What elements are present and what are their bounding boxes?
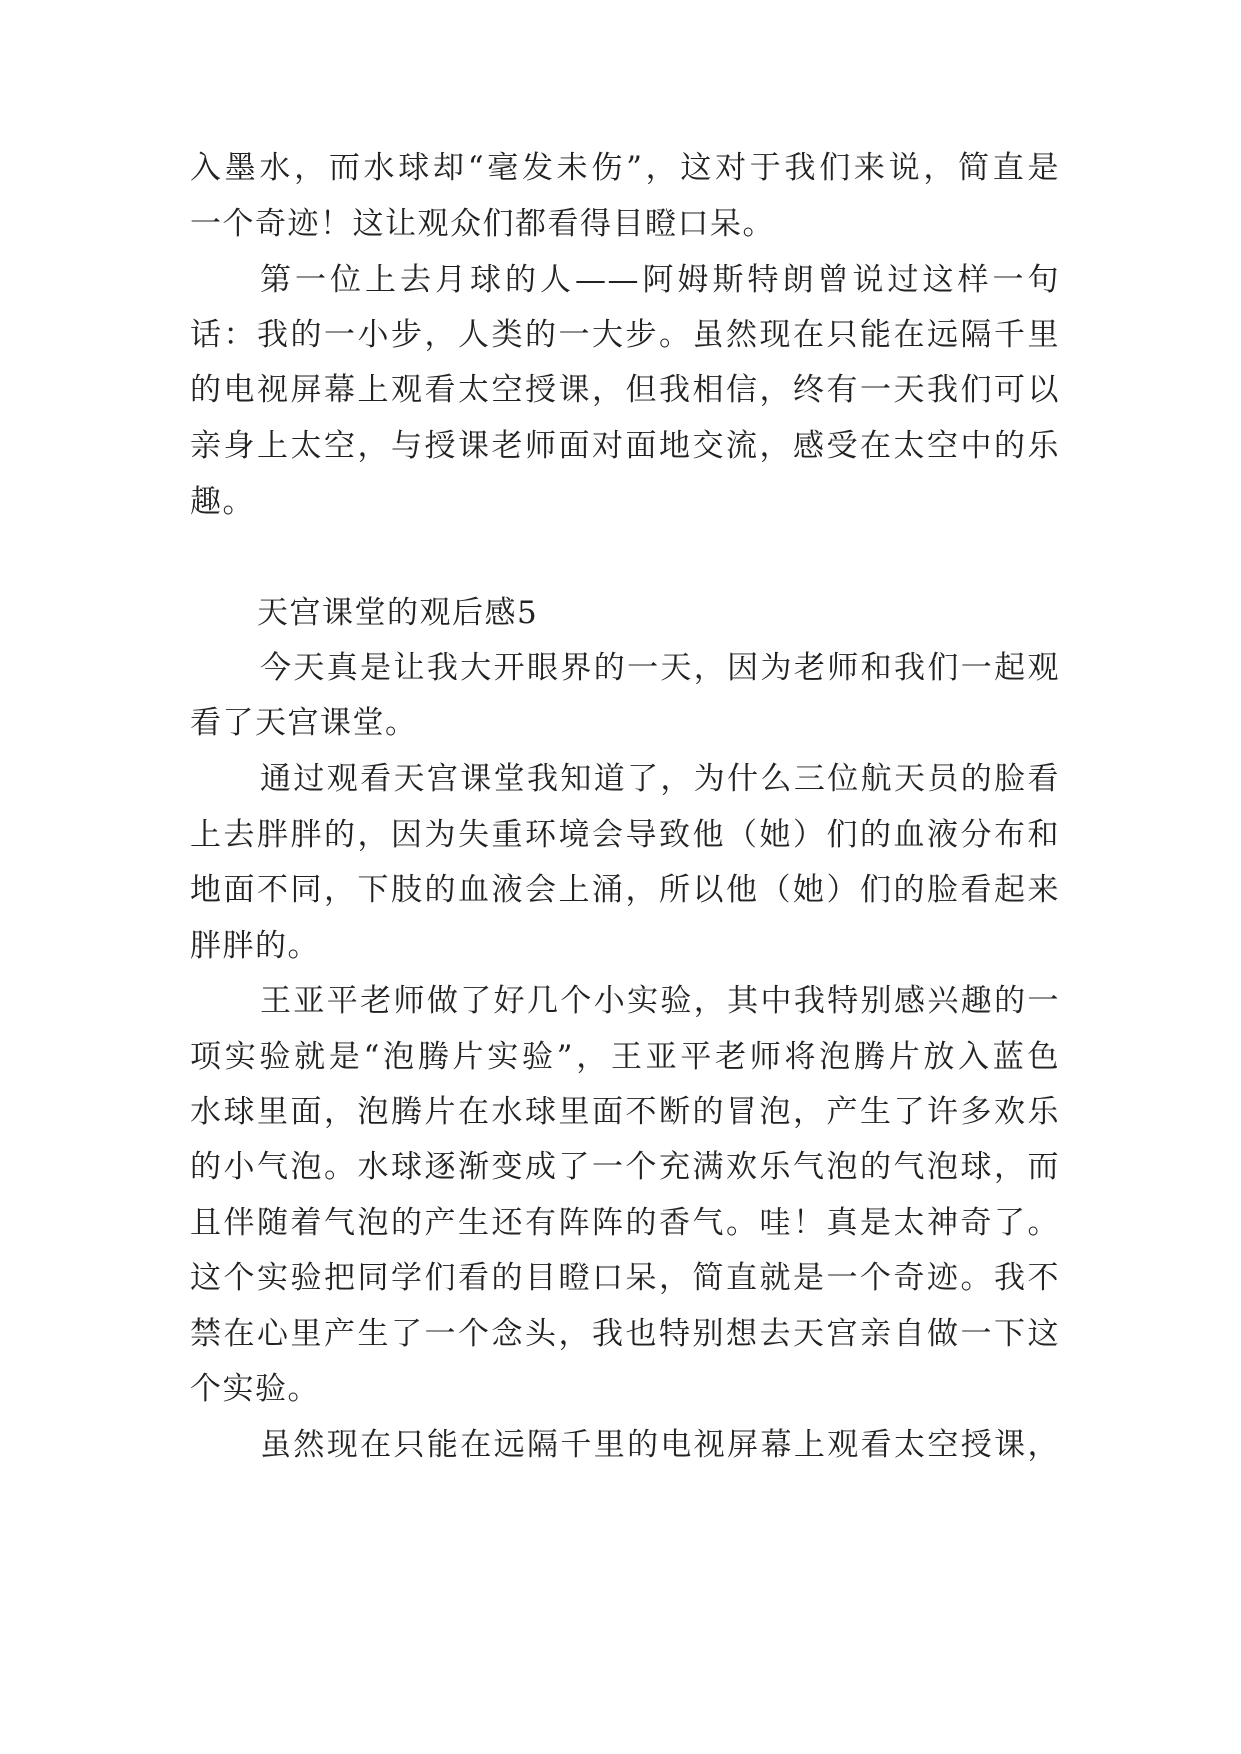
text-line: 亲身上太空，与授课老师面对面地交流，感受在太空中的乐 [190,428,1060,464]
text-line: 通过观看天宫课堂我知道了，为什么三位航天员的脸看 [260,761,1060,797]
text-line: 且伴随着气泡的产生还有阵阵的香气。哇！真是太神奇了。 [190,1205,1060,1241]
section-heading: 天宫课堂的观后感5 [257,595,539,631]
text-line: 的电视屏幕上观看太空授课，但我相信，终有一天我们可以 [190,372,1060,408]
text-line: 看了天宫课堂。 [190,705,418,741]
text-line: 虽然现在只能在远隔千里的电视屏幕上观看太空授课， [260,1427,1060,1463]
text-line: 王亚平老师做了好几个小实验，其中我特别感兴趣的一 [260,983,1060,1019]
text-line: 上去胖胖的，因为失重环境会导致他（她）们的血液分布和 [190,817,1060,853]
text-line: 入墨水，而水球却“毫发未伤”，这对于我们来说，简直是 [190,150,1060,186]
text-line: 水球里面，泡腾片在水球里面不断的冒泡，产生了许多欢乐 [190,1094,1060,1130]
text-line: 地面不同，下肢的血液会上涌，所以他（她）们的脸看起来 [190,872,1060,908]
text-line: 这个实验把同学们看的目瞪口呆，简直就是一个奇迹。我不 [190,1260,1060,1296]
text-line: 一个奇迹！这让观众们都看得目瞪口呆。 [190,206,775,242]
text-line: 项实验就是“泡腾片实验”，王亚平老师将泡腾片放入蓝色 [190,1039,1060,1075]
text-line: 话：我的一小步，人类的一大步。虽然现在只能在远隔千里 [190,317,1060,353]
text-line: 的小气泡。水球逐渐变成了一个充满欢乐气泡的气泡球，而 [190,1149,1060,1185]
text-line: 个实验。 [190,1371,320,1407]
text-line: 禁在心里产生了一个念头，我也特别想去天宫亲自做一下这 [190,1316,1060,1352]
text-line: 胖胖的。 [190,928,320,964]
text-line: 第一位上去月球的人——阿姆斯特朗曾说过这样一句 [260,262,1060,298]
text-line: 趣。 [190,484,255,520]
text-line: 今天真是让我大开眼界的一天，因为老师和我们一起观 [260,650,1060,686]
